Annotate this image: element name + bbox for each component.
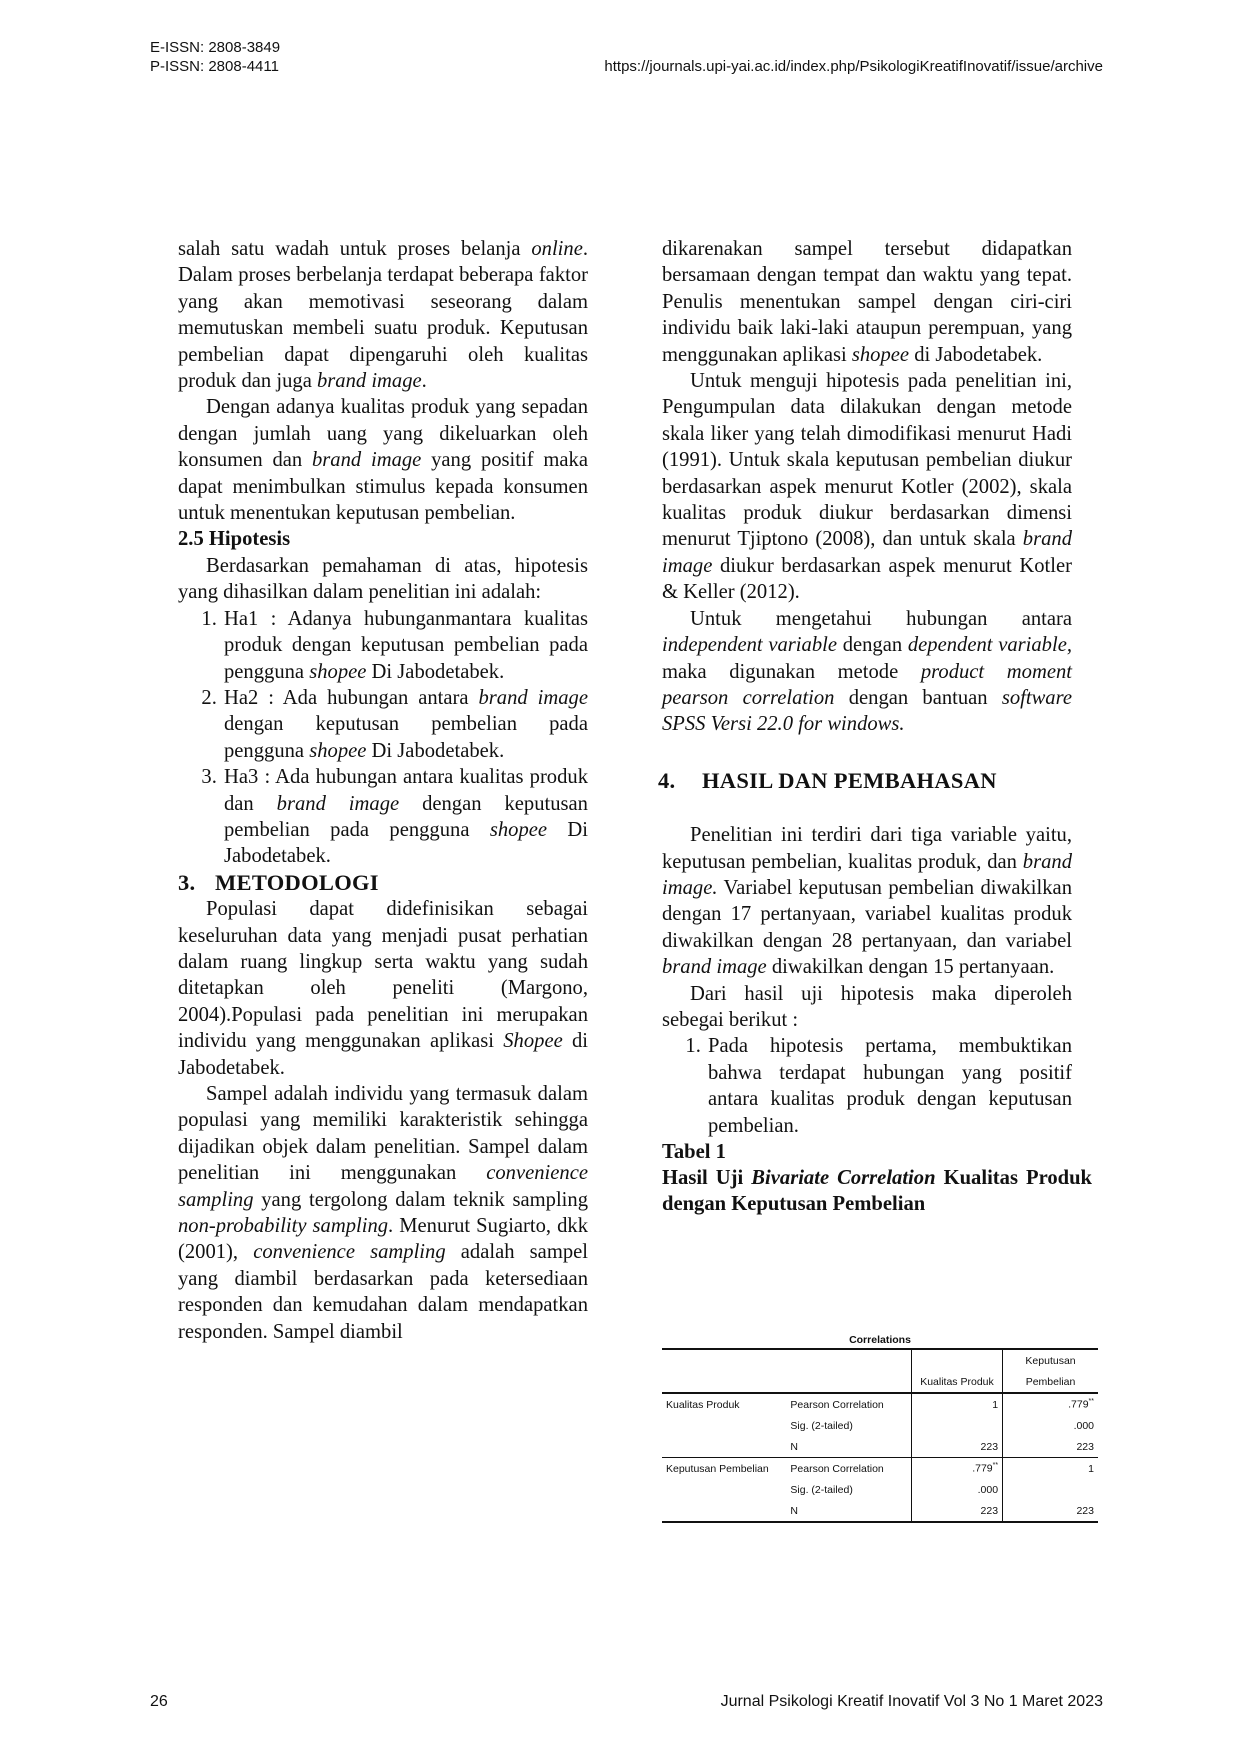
sub-heading: 2.5 Hipotesis: [178, 528, 291, 551]
table-row: Sig. (2-tailed) .000: [662, 1479, 1098, 1500]
left-column: [178, 236, 588, 1345]
paragraph: Populasi dapat didefinisikan sebagai keseluruhan data yang menjadi pusat perhatian dalam ruang lingkup serta waktu yang sudah ditetapkan oleh peneliti (Margono, 2004).Populasi pada penelitian ini merupakan individu yang menggunakan aplikasi Shopee di Jabodetabek.: [178, 898, 588, 1079]
list-item: 2. Ha2 : Ada hubungan antara brand image dengan keputusan pembelian pada pengguna shopee Di Jabodetabek.: [222, 685, 588, 764]
paragraph: salah satu wadah untuk proses belanja online. Dalam proses berbelanja terdapat beberapa faktor yang akan memotivasi seseorang dalam memutuskan membeli suatu produk. Keputusan pembelian dapat dipengaruhi oleh kualitas produk dan juga brand image.: [178, 238, 588, 393]
paragraph: Untuk mengetahui hubungan antara independent variable dengan dependent variable, maka digunakan metode product moment pearson correlation dengan bantuan software SPSS Versi 22.0 for windows.: [662, 607, 1072, 736]
section-heading: 4. HASIL DAN PEMBAHASAN: [658, 767, 997, 793]
table-caption-title: Hasil Uji Bivariate Correlation Kualitas Produk dengan Keputusan Pembelian: [662, 1167, 1092, 1215]
list-item: 1. Ha1 : Adanya hubunganmantara kualitas produk dengan keputusan pembelian pada pengguna shopee Di Jabodetabek.: [222, 606, 588, 685]
correlations-grid: [662, 1348, 1098, 1523]
pissn: P-ISSN: 2808-4411: [150, 58, 279, 75]
section-heading: 3. METODOLOGI: [178, 869, 379, 895]
paragraph: Dengan adanya kualitas produk yang sepadan dengan jumlah uang yang dikeluarkan oleh konsumen dan brand image yang positif maka dapat menimbulkan stimulus kepada konsumen untuk menentukan keputusan pembelian.: [178, 396, 588, 525]
table-row: Kualitas Produk Pearson Correlation 1 .779**: [662, 1393, 1098, 1415]
col-header-2a: Keputusan: [1003, 1349, 1098, 1371]
table-row: N 223 223: [662, 1500, 1098, 1522]
paragraph: Untuk menguji hipotesis pada penelitian ini, Pengumpulan data dilakukan dengan metode skala liker yang telah dimodifikasi menurut Hadi (1991). Untuk skala keputusan pembelian diukur berdasarkan aspek menurut Kotler (2002), skala kualitas produk diukur berdasarkan dimensi menurut Tjiptono (2008), dan untuk skala brand image diukur berdasarkan aspek menurut Kotler & Keller (2012).: [662, 370, 1072, 604]
table-row: Keputusan Pembelian Pearson Correlation .779** 1: [662, 1458, 1098, 1480]
table-row: Sig. (2-tailed) .000: [662, 1415, 1098, 1436]
result-list: [662, 1033, 1072, 1139]
journal-name: Jurnal Psikologi Kreatif Inovatif Vol 3 No 1 Maret 2023: [720, 1693, 1103, 1710]
page-number: 26: [150, 1693, 168, 1710]
list-item: 1. Pada hipotesis pertama, membuktikan bahwa terdapat hubungan yang positif antara kualitas produk dengan keputusan pembelian.: [706, 1033, 1072, 1139]
table-title: Correlations: [849, 1334, 911, 1346]
table-header-row: [662, 1349, 1098, 1371]
paragraph: Dari hasil uji hipotesis maka diperoleh sebegai berikut :: [662, 982, 1072, 1031]
journal-url[interactable]: https://journals.upi-yai.ac.id/index.php/PsikologiKreatifInovatif/issue/archive: [604, 58, 1103, 75]
hypothesis-list: [178, 606, 588, 870]
paragraph: Penelitian ini terdiri dari tiga variable yaitu, keputusan pembelian, kualitas produk, dan brand image. Variabel keputusan pembelian diwakilkan dengan 17 pertanyaan, variabel kualitas produk diwakilkan dengan 28 pertanyaan, dan variabel brand image diwakilkan dengan 15 pertanyaan.: [662, 824, 1072, 979]
paragraph: Berdasarkan pemahaman di atas, hipotesis yang dihasilkan dalam penelitian ini adalah:: [178, 554, 588, 604]
correlation-table: [662, 1334, 1098, 1523]
table-row: N 223 223: [662, 1436, 1098, 1458]
col-header-2b: Pembelian: [1003, 1371, 1098, 1393]
list-item: 3. Ha3 : Ada hubungan antara kualitas produk dan brand image dengan keputusan pembelian pada pengguna shopee Di Jabodetabek.: [222, 764, 588, 870]
table-caption-label: Tabel 1: [662, 1141, 726, 1163]
right-column: [658, 236, 1092, 1217]
paragraph: Sampel adalah individu yang termasuk dalam populasi yang memiliki karakteristik sehingga dijadikan objek dalam penelitian. Sampel dalam penelitian ini menggunakan convenience sampling yang tergolong dalam teknik sampling non-probability sampling. Menurut Sugiarto, dkk (2001), convenience sampling adalah sampel yang diambil berdasarkan pada ketersediaan responden dan kemudahan dalam mendapatkan responden. Sampel diambil: [178, 1083, 588, 1343]
paragraph: dikarenakan sampel tersebut didapatkan bersamaan dengan tempat dan waktu yang tepat. Penulis menentukan sampel dengan ciri-ciri individu baik laki-laki ataupun perempuan, yang menggunakan aplikasi shopee di Jabodetabek.: [662, 238, 1072, 366]
issn-block: [150, 38, 280, 76]
col-header-1: Kualitas Produk: [911, 1371, 1002, 1393]
eissn: E-ISSN: 2808-3849: [150, 39, 281, 56]
